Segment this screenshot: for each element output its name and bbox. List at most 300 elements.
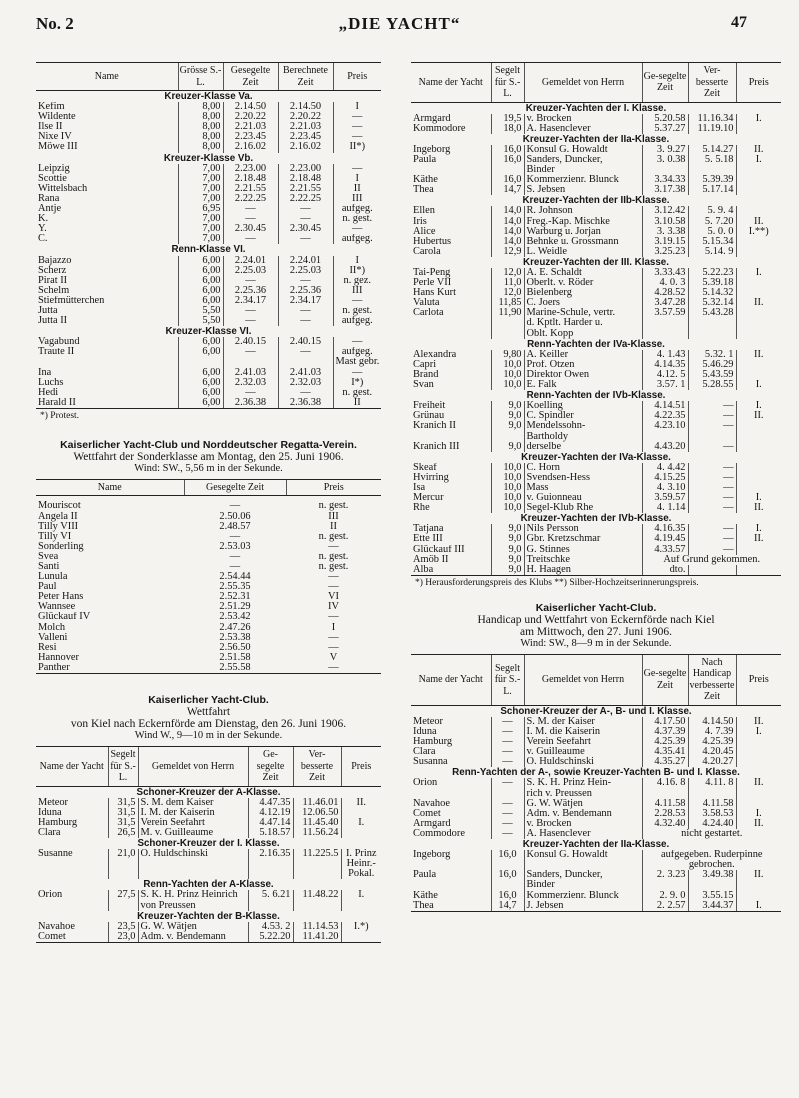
column-header: Name der Yacht: [411, 654, 491, 705]
column-header: Preis: [286, 479, 381, 496]
table-cell: 6,00: [178, 368, 223, 378]
table-cell: Amöb II: [413, 554, 449, 565]
table-cell: [736, 329, 781, 339]
table-cell: Treitschke: [524, 555, 642, 565]
results-table-eckernfoerde-kiel: [411, 654, 781, 912]
section-heading: [36, 91, 381, 103]
event-heading-kiel-eckernfoerde: [36, 694, 381, 742]
results-table-sonderklasse: [36, 479, 381, 674]
table-row: [411, 145, 781, 155]
table-cell: Koelling: [524, 401, 642, 411]
table-cell: VI: [328, 592, 339, 603]
table-cell: [736, 185, 781, 195]
table-cell: [736, 483, 781, 493]
table-cell: Jutta II: [38, 316, 68, 327]
table-row: [36, 337, 381, 347]
table-cell: 4.23.10: [642, 421, 688, 431]
table-cell: Binder: [524, 165, 642, 175]
table-cell: Heinr.-: [341, 859, 381, 869]
table-cell: 5.22.20: [248, 932, 293, 943]
event-club: Kaiserlicher Yacht-Club.: [535, 601, 657, 614]
table-cell: Nixe IV: [38, 132, 72, 143]
table-cell: 4.32.40: [642, 819, 688, 829]
table-cell: 9,0: [491, 555, 524, 565]
table-row: [411, 442, 781, 452]
table-cell: II.: [736, 870, 781, 880]
table-cell: Scottie: [38, 173, 67, 184]
table-cell: I.: [736, 268, 781, 278]
table-row: [411, 380, 781, 390]
table-cell: Kommodore: [413, 123, 466, 134]
table-row: [36, 901, 381, 911]
table-cell: M. v. Guilleaume: [138, 828, 248, 838]
table-cell: Behnke u. Grossmann: [524, 237, 642, 247]
results-table-kiel-eckernfoerde: [36, 746, 381, 943]
table-cell: 4.16. 8: [642, 778, 688, 788]
table-cell: v. Brocken: [524, 114, 642, 124]
table-cell: 2.36.38: [223, 398, 278, 409]
table-cell: Luchs: [38, 377, 64, 388]
table-cell: Ingeborg: [413, 144, 451, 155]
table-cell: —: [223, 204, 278, 214]
table-cell: Käthe: [413, 175, 438, 186]
table-cell: 14,0: [491, 217, 524, 227]
table-row: [36, 388, 381, 398]
table-cell: —: [223, 316, 278, 326]
table-row: [411, 370, 781, 380]
table-cell: aufgeg.: [333, 234, 381, 244]
table-cell: 6,00: [178, 398, 223, 409]
table-cell: 4.11. 8: [688, 778, 736, 788]
table-cell: 6,00: [178, 337, 223, 347]
table-cell: II*): [333, 266, 381, 276]
table-row: [36, 922, 381, 932]
table-row: [36, 296, 381, 306]
table-cell: 6,00: [178, 378, 223, 388]
table-row: [36, 398, 381, 409]
table-cell: Bajazzo: [38, 255, 72, 266]
table-cell: —: [278, 276, 333, 286]
table-row: [411, 247, 781, 257]
table-cell: A. Hasenclever: [524, 829, 642, 839]
table-row: [36, 572, 381, 582]
table-cell: 2.16.02: [223, 142, 278, 152]
table-row: [36, 818, 381, 828]
table-cell: [138, 869, 248, 879]
table-row: [411, 555, 781, 565]
table-cell: K.: [38, 214, 49, 225]
table-cell: Ilse II: [38, 122, 63, 133]
table-cell: 2.24.01: [278, 256, 333, 266]
table-cell: 5.43.28: [688, 308, 736, 318]
table-cell: 4.37.39: [642, 727, 688, 737]
table-cell: —: [333, 132, 381, 142]
table-cell: II.: [736, 411, 781, 421]
table-cell: 5.20.58: [642, 114, 688, 124]
table-cell: 2.32.03: [223, 378, 278, 388]
table-cell: —: [229, 531, 241, 542]
column-header: Ver-besserte Zeit: [293, 747, 341, 787]
table-cell: I: [333, 102, 381, 112]
table-cell: Oberlt. v. Röder: [524, 278, 642, 288]
table-row: [411, 432, 781, 442]
table-cell: —: [333, 224, 381, 234]
table-row: [411, 401, 781, 411]
table-cell: Brand: [413, 369, 439, 380]
table-cell: [108, 869, 138, 879]
table-cell: 4.15.25: [642, 473, 688, 483]
table-cell: Svendsen-Hess: [524, 473, 642, 483]
table-cell: 4. 7.39: [688, 727, 736, 737]
section-heading: [411, 195, 781, 206]
table-cell: —: [688, 401, 736, 411]
table-cell: Scherz: [38, 265, 67, 276]
table-row: [36, 653, 381, 663]
table-row: [36, 592, 381, 602]
table-cell: Valleni: [38, 632, 68, 643]
table-cell: 10,0: [491, 380, 524, 390]
table-cell: [736, 237, 781, 247]
protest-footnote: *) Protest.: [40, 410, 80, 421]
table-cell: I: [333, 174, 381, 184]
table-row: [36, 859, 381, 869]
table-cell: 4. 1.14: [642, 503, 688, 513]
table-cell: Y.: [38, 224, 47, 235]
table-cell: Meteor: [38, 797, 69, 808]
table-cell: 5.39.39: [688, 175, 736, 185]
table-cell: Glückauf IV: [38, 612, 91, 623]
table-row: [36, 142, 381, 152]
event-heading-sonderklasse: [36, 439, 381, 475]
table-cell: I.: [736, 809, 781, 819]
table-cell: 4.25.39: [688, 737, 736, 747]
table-cell: Mendelssohn-: [524, 421, 642, 431]
table-cell: 4.11.58: [642, 799, 688, 809]
table-cell: 11.16.34: [688, 114, 736, 124]
table-cell: [341, 808, 381, 818]
table-cell: Sanders, Duncker,: [524, 870, 642, 880]
table-cell: —: [333, 164, 381, 174]
table-cell: 11.41.20: [293, 932, 341, 943]
table-cell: 9,0: [491, 545, 524, 555]
table-cell: [341, 828, 381, 838]
table-cell: 4.35.41: [642, 747, 688, 757]
table-cell: Rhe: [413, 503, 430, 514]
table-cell: 19,5: [491, 114, 524, 124]
table-row: [411, 217, 781, 227]
table-row: [36, 122, 381, 132]
prize-footnote: *) Herausforderungspreis des Klubs **) Silber-Hochzeitserinnerungspreis.: [415, 577, 699, 588]
table-cell: 10,0: [491, 483, 524, 493]
table-cell: Paula: [413, 154, 437, 165]
table-cell: H. Haagen: [524, 565, 642, 576]
table-cell: nicht gestartet.: [642, 829, 781, 839]
event-wind: Wind: SW., 5,56 m in der Sekunde.: [134, 462, 283, 474]
section-title: Renn-Yachten der IVa-Klasse.: [527, 338, 665, 350]
table-cell: Freg.-Kap. Mischke: [524, 217, 642, 227]
section-heading: [411, 767, 781, 778]
event-line: von Kiel nach Eckernförde am Dienstag, den 26. Juni 1906.: [70, 718, 347, 730]
table-cell: 2.21.03: [278, 122, 333, 132]
table-cell: 4.14.50: [688, 717, 736, 727]
table-cell: II.: [736, 145, 781, 155]
section-heading: [36, 326, 381, 337]
table-row: [411, 227, 781, 237]
table-cell: 2.41.03: [278, 368, 333, 378]
table-cell: —: [491, 799, 524, 809]
table-cell: [688, 329, 736, 339]
table-cell: 2.25.03: [278, 266, 333, 276]
table-cell: 2.48.57: [219, 521, 251, 532]
column-header: Segelt für S.-L.: [108, 747, 138, 787]
column-header: Ge-segelte Zeit: [642, 63, 688, 103]
table-row: [36, 798, 381, 808]
table-cell: Paul: [38, 582, 57, 593]
table-row: [411, 799, 781, 809]
table-row: [36, 378, 381, 388]
table-cell: 2.41.03: [223, 368, 278, 378]
table-cell: 23,5: [108, 922, 138, 932]
table-cell: I.: [736, 901, 781, 912]
table-cell: 16,0: [491, 870, 524, 880]
table-cell: C. Spindler: [524, 411, 642, 421]
table-cell: 4.25.39: [642, 737, 688, 747]
table-cell: 10,0: [491, 360, 524, 370]
table-cell: 4.28.52: [642, 288, 688, 298]
table-cell: 16,0: [491, 891, 524, 901]
table-cell: 2.53.42: [219, 612, 251, 623]
table-cell: 4.35.27: [642, 757, 688, 767]
table-cell: [736, 360, 781, 370]
column-header: Name der Yacht: [36, 747, 108, 787]
section-heading: [411, 839, 781, 850]
column-header: Gemeldet von Herrn: [524, 63, 642, 103]
table-cell: I.: [736, 401, 781, 411]
table-cell: —: [688, 421, 736, 431]
table-cell: 3. 0.38: [642, 155, 688, 165]
table-cell: 5.37.27: [642, 124, 688, 134]
table-cell: 8,00: [178, 132, 223, 142]
table-cell: 7,00: [178, 184, 223, 194]
table-row: [411, 329, 781, 339]
table-cell: rich v. Preussen: [524, 789, 642, 799]
table-cell: —: [688, 545, 736, 555]
table-cell: Skeaf: [413, 462, 437, 473]
section-heading: [411, 102, 781, 114]
table-cell: 2.14.50: [278, 102, 333, 112]
table-cell: S. M. dem Kaiser: [138, 798, 248, 808]
table-row: [411, 545, 781, 555]
table-cell: S. Jebsen: [524, 185, 642, 195]
table-cell: [36, 357, 178, 367]
table-cell: 14,0: [491, 227, 524, 237]
table-cell: 6,00: [178, 347, 223, 357]
table-row: [36, 316, 381, 326]
table-cell: 2. 2.57: [642, 901, 688, 912]
table-row: [411, 308, 781, 318]
table-cell: Alice: [413, 226, 436, 237]
table-cell: [736, 565, 781, 576]
table-row: [36, 102, 381, 112]
right-column: [411, 62, 781, 912]
table-cell: 6,00: [178, 256, 223, 266]
table-cell: [736, 799, 781, 809]
table-cell: [736, 737, 781, 747]
table-cell: Iduna: [413, 727, 437, 737]
column-header: Preis: [736, 654, 781, 705]
table-cell: 16,0: [491, 155, 524, 165]
table-cell: 11,85: [491, 298, 524, 308]
table-cell: IV: [328, 602, 339, 613]
table-row: [411, 237, 781, 247]
table-cell: 10,0: [491, 473, 524, 483]
table-cell: Leipzig: [38, 163, 70, 174]
table-cell: 16,0: [491, 175, 524, 185]
table-cell: v. Guionneau: [524, 493, 642, 503]
table-cell: Carola: [413, 246, 441, 257]
table-cell: Grünau: [413, 411, 445, 422]
table-cell: 3.17.38: [642, 185, 688, 195]
table-cell: —: [229, 551, 241, 562]
table-row: [36, 256, 381, 266]
table-cell: Carlota: [413, 308, 444, 319]
table-cell: 3.59.57: [642, 493, 688, 503]
table-cell: 6,00: [178, 276, 223, 286]
table-cell: Ina: [38, 367, 52, 378]
table-cell: [491, 789, 524, 799]
table-cell: II: [333, 398, 381, 409]
table-cell: I.: [736, 114, 781, 124]
table-cell: Warburg u. Jorjan: [524, 227, 642, 237]
table-cell: [736, 421, 781, 431]
table-cell: [411, 880, 491, 890]
table-cell: derselbe: [524, 442, 642, 452]
table-cell: [642, 318, 688, 328]
event-club: Kaiserlicher Yacht-Club und Norddeutscher Regatta-Verein.: [60, 438, 357, 451]
table-cell: 5.18.57: [248, 828, 293, 838]
event-title: Handicap und Wettfahrt von Eckernförde nach Kiel: [477, 613, 715, 626]
table-row: [411, 206, 781, 216]
column-header: Gesegelte Zeit: [184, 479, 286, 496]
table-cell: C. Horn: [524, 463, 642, 473]
table-row: [36, 633, 381, 643]
table-cell: Navahoe: [413, 798, 450, 809]
table-row: [411, 175, 781, 185]
table-cell: Thea: [413, 185, 434, 196]
table-cell: [248, 869, 293, 879]
table-row: [411, 534, 781, 544]
table-cell: n. gest.: [333, 306, 381, 316]
table-cell: [411, 165, 491, 175]
table-cell: V: [329, 652, 338, 663]
table-cell: 5.22.23: [688, 268, 736, 278]
table-cell: Schelm: [38, 285, 70, 296]
table-cell: [491, 165, 524, 175]
table-cell: I. M. die Kaiserin: [524, 727, 642, 737]
table-cell: 2.18.48: [278, 174, 333, 184]
table-cell: n. gest.: [318, 551, 349, 562]
column-header: Preis: [333, 63, 381, 91]
table-cell: Armgard: [413, 818, 451, 829]
table-row: [36, 286, 381, 296]
table-cell: n. gest.: [333, 388, 381, 398]
table-cell: 4.33.57: [642, 545, 688, 555]
table-cell: Lunula: [38, 572, 68, 583]
table-row: [411, 809, 781, 819]
table-cell: Ingeborg: [413, 850, 451, 861]
table-cell: Pirat II: [38, 275, 68, 286]
table-cell: —: [491, 829, 524, 839]
table-cell: [36, 859, 108, 869]
table-cell: 16,0: [491, 850, 524, 860]
table-cell: 5.14.27: [688, 145, 736, 155]
page-header: [0, 10, 799, 40]
column-header: Name der Yacht: [411, 63, 491, 103]
table-cell: Tilly VIII: [38, 521, 79, 532]
table-row: [36, 224, 381, 234]
table-cell: 5.14.32: [688, 288, 736, 298]
table-cell: 3.57.59: [642, 308, 688, 318]
table-cell: Harald II: [36, 398, 178, 409]
table-cell: II.: [736, 534, 781, 544]
table-row: [36, 306, 381, 316]
table-row: [411, 155, 781, 165]
table-cell: —: [328, 642, 339, 653]
table-cell: 5. 5.18: [688, 155, 736, 165]
table-row: [411, 727, 781, 737]
table-cell: Antje: [38, 204, 62, 215]
table-cell: I.**): [736, 227, 781, 237]
table-cell: 11.225.5: [293, 849, 341, 859]
table-row: [36, 132, 381, 142]
table-row: [36, 552, 381, 562]
table-cell: Perle VII: [413, 278, 452, 289]
table-row: [36, 368, 381, 378]
section-title: Renn-Yachten der A-, sowie Kreuzer-Yachten B- und I. Klasse.: [452, 767, 740, 779]
section-heading: [411, 513, 781, 524]
table-cell: [108, 901, 138, 911]
table-cell: [736, 206, 781, 216]
table-cell: 2.23.45: [278, 132, 333, 142]
table-cell: Peter Hans: [38, 592, 84, 603]
table-cell: 9,0: [491, 565, 524, 576]
column-header: Gemeldet von Herrn: [524, 654, 642, 705]
section-title: Kreuzer-Yachten der IIa-Klasse.: [522, 839, 670, 851]
table-cell: —: [333, 337, 381, 347]
table-cell: 5. 9. 4: [688, 206, 736, 216]
event-title: Wettfahrt: [186, 706, 231, 718]
table-cell: 4. 1.43: [642, 350, 688, 360]
table-cell: O. Huldschinski: [138, 849, 248, 859]
table-cell: 2.51.58: [219, 652, 251, 663]
table-cell: 4.47.35: [248, 798, 293, 808]
table-cell: 31,5: [108, 818, 138, 828]
table-cell: 2.55.35: [219, 582, 251, 593]
table-row: [36, 174, 381, 184]
table-row: [36, 512, 381, 522]
table-row: [36, 194, 381, 204]
table-row: [36, 522, 381, 532]
table-row: [411, 165, 781, 175]
table-row: [36, 808, 381, 818]
table-cell: I.: [341, 818, 381, 828]
table-cell: 4.43.20: [642, 442, 688, 452]
table-cell: —: [278, 204, 333, 214]
table-cell: Paula: [413, 870, 437, 881]
table-cell: —: [688, 442, 736, 452]
table-row: [36, 184, 381, 194]
table-cell: Santi: [38, 561, 60, 572]
